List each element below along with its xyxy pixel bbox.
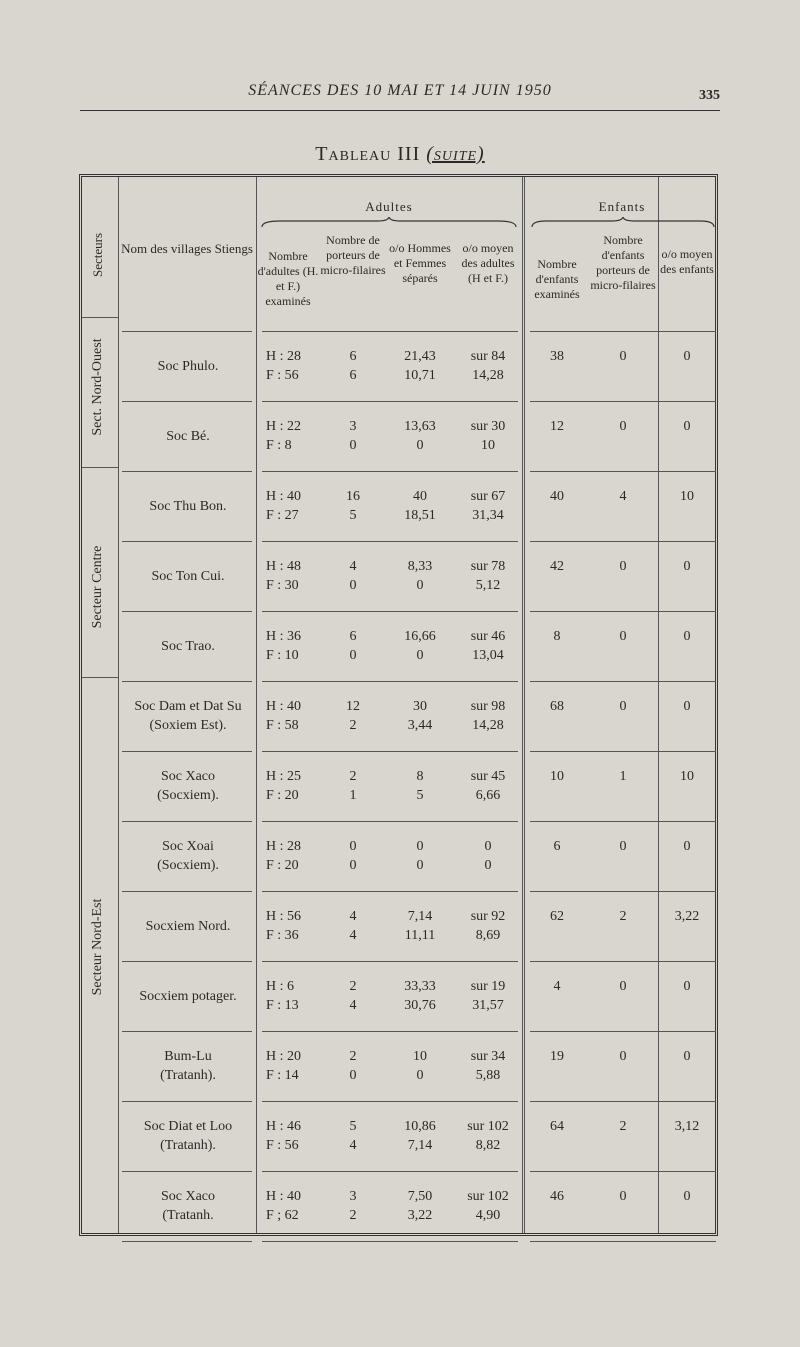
header-enfants: Enfants xyxy=(598,199,646,214)
row-separator xyxy=(262,821,518,822)
cell-porteurs-line: 5 xyxy=(349,508,357,523)
village-name xyxy=(120,567,256,586)
cell-port-enf: 2 xyxy=(619,909,627,924)
cell-adults-line: F : 30 xyxy=(266,578,299,593)
row-separator xyxy=(530,471,716,472)
village-name-line: Soc Diat et Loo xyxy=(143,1119,233,1134)
header-adultes: Adultes xyxy=(365,199,413,214)
cell-moyen xyxy=(454,697,522,735)
cell-pct-line: 30,76 xyxy=(404,998,436,1013)
cell-nb-enf: 8 xyxy=(553,629,561,644)
cell-adults xyxy=(266,977,318,1015)
header-pct-enfants: o/o moyen des enfants xyxy=(660,247,714,276)
row-separator xyxy=(530,1031,716,1032)
cell-adults xyxy=(266,1117,318,1155)
cell-moyen-line: sur 98 xyxy=(470,699,506,714)
cell-port-enf: 4 xyxy=(619,489,627,504)
cell-nb-enf: 64 xyxy=(550,1119,564,1134)
cell-porteurs-line: 0 xyxy=(349,648,357,663)
row-separator xyxy=(530,751,716,752)
village-name xyxy=(120,767,256,805)
cell-adults-line: H : 40 xyxy=(266,1189,301,1204)
cell-porteurs-line: 2 xyxy=(349,1208,357,1223)
village-name-line: Socxiem Nord. xyxy=(145,919,231,934)
cell-pct-enf: 0 xyxy=(683,1189,691,1204)
cell-porteurs-line: 0 xyxy=(349,438,357,453)
village-name xyxy=(120,697,256,735)
village-name xyxy=(120,917,256,936)
header-secteurs: Secteurs xyxy=(90,232,105,278)
cell-adults-line: F : 56 xyxy=(266,1138,299,1153)
cell-porteurs xyxy=(320,977,386,1015)
cell-porteurs-line: 2 xyxy=(349,1049,357,1064)
cell-adults-line: H : 28 xyxy=(266,839,301,854)
cell-nb-enf: 46 xyxy=(550,1189,564,1204)
sector-label: Sect. Nord-Ouest xyxy=(90,338,105,436)
cell-port-enf: 1 xyxy=(619,769,627,784)
cell-moyen-line: sur 30 xyxy=(470,419,506,434)
cell-pct-line: 10 xyxy=(413,1049,427,1064)
cell-moyen-line: sur 78 xyxy=(470,559,506,574)
cell-moyen-line: 14,28 xyxy=(472,368,504,383)
cell-adults xyxy=(266,627,318,665)
cell-moyen-line: 13,04 xyxy=(472,648,504,663)
cell-pct xyxy=(386,907,454,945)
cell-nb-enf: 42 xyxy=(550,559,564,574)
cell-adults-line: H : 56 xyxy=(266,909,301,924)
row-separator xyxy=(262,471,518,472)
cell-porteurs xyxy=(320,697,386,735)
cell-porteurs-line: 0 xyxy=(349,858,357,873)
cell-moyen xyxy=(454,487,522,525)
cell-moyen-line: sur 19 xyxy=(470,979,506,994)
cell-porteurs xyxy=(320,557,386,595)
cell-adults-line: F ; 62 xyxy=(266,1208,299,1223)
cell-pct-line: 21,43 xyxy=(404,349,436,364)
cell-adults-line: F : 56 xyxy=(266,368,299,383)
sector-divider xyxy=(82,677,118,678)
row-separator xyxy=(530,821,716,822)
cell-pct-line: 0 xyxy=(416,578,424,593)
cell-adults xyxy=(266,837,318,875)
village-name xyxy=(120,427,256,446)
cell-pct-enf: 0 xyxy=(683,419,691,434)
village-name-line: Socxiem potager. xyxy=(139,989,237,1004)
row-separator xyxy=(262,401,518,402)
running-title: SÉANCES DES 10 MAI ET 14 JUIN 1950 xyxy=(248,82,552,99)
cell-port-enf: 0 xyxy=(619,629,627,644)
row-separator xyxy=(530,681,716,682)
cell-moyen-line: 31,57 xyxy=(472,998,504,1013)
cell-pct-line: 7,50 xyxy=(407,1189,433,1204)
cell-pct xyxy=(386,1117,454,1155)
cell-adults-line: H : 22 xyxy=(266,419,301,434)
header-pct-hf: o/o Hommes et Femmes séparés xyxy=(389,241,451,285)
village-name-line: (Socxiem). xyxy=(157,858,219,873)
cell-porteurs-line: 4 xyxy=(349,998,357,1013)
row-separator xyxy=(122,401,252,402)
cell-moyen-line: 8,69 xyxy=(475,928,501,943)
cell-adults-line: H : 25 xyxy=(266,769,301,784)
row-separator xyxy=(262,751,518,752)
row-separator xyxy=(262,1101,518,1102)
col-divider-double xyxy=(522,177,525,1233)
cell-porteurs-line: 6 xyxy=(349,349,357,364)
row-separator xyxy=(530,961,716,962)
row-separator xyxy=(262,1031,518,1032)
cell-moyen-line: 4,90 xyxy=(475,1208,501,1223)
cell-nb-enf: 19 xyxy=(550,1049,564,1064)
row-separator xyxy=(530,1171,716,1172)
header-pct-moyen-adultes: o/o moyen des adultes (H et F.) xyxy=(461,241,515,285)
cell-moyen-line: 0 xyxy=(484,858,492,873)
cell-pct-line: 0 xyxy=(416,858,424,873)
cell-moyen-line: sur 84 xyxy=(470,349,506,364)
cell-pct-line: 0 xyxy=(416,839,424,854)
row-separator xyxy=(530,1101,716,1102)
cell-nb-enf: 6 xyxy=(553,839,561,854)
row-separator xyxy=(122,821,252,822)
cell-pct xyxy=(386,627,454,665)
sector-label: Secteur Centre xyxy=(90,545,105,629)
row-separator xyxy=(122,891,252,892)
cell-port-enf: 0 xyxy=(619,699,627,714)
cell-port-enf: 0 xyxy=(619,419,627,434)
village-name-line: Soc Bé. xyxy=(166,429,210,444)
cell-pct-enf: 10 xyxy=(680,489,694,504)
cell-adults xyxy=(266,767,318,805)
row-separator xyxy=(122,1031,252,1032)
cell-adults-line: H : 20 xyxy=(266,1049,301,1064)
cell-porteurs xyxy=(320,767,386,805)
header-porteurs-enfants: Nombre d'enfants porteurs de micro-filaires xyxy=(590,233,656,292)
cell-moyen-line: sur 67 xyxy=(470,489,506,504)
cell-pct-line: 13,63 xyxy=(404,419,436,434)
cell-moyen-line: sur 46 xyxy=(470,629,506,644)
cell-port-enf: 2 xyxy=(619,1119,627,1134)
cell-adults-line: H : 28 xyxy=(266,349,301,364)
cell-porteurs-line: 4 xyxy=(349,1138,357,1153)
row-separator xyxy=(122,1241,252,1242)
cell-adults xyxy=(266,557,318,595)
cell-pct-line: 18,51 xyxy=(404,508,436,523)
village-name xyxy=(120,837,256,875)
cell-porteurs-line: 3 xyxy=(349,1189,357,1204)
cell-pct-enf: 0 xyxy=(683,979,691,994)
header-separator xyxy=(262,331,518,332)
row-separator xyxy=(122,681,252,682)
sector-label: Secteur Nord-Est xyxy=(90,898,105,996)
table-title-suite: (suite) xyxy=(426,143,485,165)
row-separator xyxy=(262,1241,518,1242)
cell-moyen xyxy=(454,417,522,455)
row-separator xyxy=(530,541,716,542)
cell-pct xyxy=(386,767,454,805)
cell-pct xyxy=(386,347,454,385)
row-separator xyxy=(262,961,518,962)
cell-moyen-line: sur 45 xyxy=(470,769,506,784)
village-name xyxy=(120,987,256,1006)
cell-pct-line: 8 xyxy=(416,769,424,784)
col-divider xyxy=(118,177,119,1233)
row-separator xyxy=(122,961,252,962)
cell-adults-line: F : 27 xyxy=(266,508,299,523)
cell-nb-enf: 40 xyxy=(550,489,564,504)
cell-porteurs-line: 4 xyxy=(349,909,357,924)
cell-adults-line: H : 48 xyxy=(266,559,301,574)
cell-adults xyxy=(266,697,318,735)
cell-nb-enf: 68 xyxy=(550,699,564,714)
cell-pct-line: 10,71 xyxy=(404,368,436,383)
cell-porteurs-line: 4 xyxy=(349,928,357,943)
row-separator xyxy=(122,611,252,612)
village-name xyxy=(120,497,256,516)
table-title xyxy=(0,143,800,166)
adultes-brace xyxy=(260,217,518,229)
table-title-main: Tableau III xyxy=(315,143,421,165)
cell-pct-line: 40 xyxy=(413,489,427,504)
row-separator xyxy=(122,541,252,542)
cell-adults-line: F : 20 xyxy=(266,788,299,803)
cell-porteurs xyxy=(320,627,386,665)
cell-pct xyxy=(386,417,454,455)
village-name xyxy=(120,1117,256,1155)
header-separator xyxy=(530,331,716,332)
cell-porteurs xyxy=(320,907,386,945)
cell-pct-enf: 0 xyxy=(683,839,691,854)
cell-nb-enf: 12 xyxy=(550,419,564,434)
cell-porteurs xyxy=(320,1187,386,1225)
cell-moyen xyxy=(454,837,522,875)
cell-pct-enf: 0 xyxy=(683,559,691,574)
village-name-line: (Socxiem). xyxy=(157,788,219,803)
cell-adults-line: F : 20 xyxy=(266,858,299,873)
village-name-line: Soc Xoai xyxy=(162,839,214,854)
cell-moyen xyxy=(454,627,522,665)
header-village: Nom des villages Stiengs xyxy=(121,241,253,256)
row-separator xyxy=(122,751,252,752)
cell-pct xyxy=(386,557,454,595)
cell-moyen xyxy=(454,977,522,1015)
cell-nb-enf: 4 xyxy=(553,979,561,994)
row-separator xyxy=(530,891,716,892)
cell-moyen xyxy=(454,1047,522,1085)
cell-port-enf: 0 xyxy=(619,349,627,364)
cell-adults-line: H : 40 xyxy=(266,489,301,504)
cell-adults xyxy=(266,347,318,385)
header-nb-enfants: Nombre d'enfants examinés xyxy=(534,257,580,301)
col-divider xyxy=(256,177,257,1233)
cell-pct-line: 0 xyxy=(416,438,424,453)
cell-adults-line: F : 58 xyxy=(266,718,299,733)
village-name-line: (Tratanh. xyxy=(162,1208,214,1223)
cell-moyen-line: 31,34 xyxy=(472,508,504,523)
cell-moyen xyxy=(454,557,522,595)
cell-moyen-line: 5,88 xyxy=(475,1068,501,1083)
cell-pct-enf: 3,22 xyxy=(674,909,700,924)
cell-moyen-line: 6,66 xyxy=(475,788,501,803)
cell-pct-enf: 0 xyxy=(683,1049,691,1064)
cell-pct xyxy=(386,487,454,525)
data-table xyxy=(79,174,718,1236)
cell-adults-line: H : 40 xyxy=(266,699,301,714)
sector-divider xyxy=(82,467,118,468)
cell-pct-enf: 0 xyxy=(683,629,691,644)
cell-adults xyxy=(266,487,318,525)
cell-pct-line: 16,66 xyxy=(404,629,436,644)
cell-adults-line: F : 8 xyxy=(266,438,292,453)
village-name-line: Bum-Lu xyxy=(164,1049,212,1064)
row-separator xyxy=(122,471,252,472)
cell-adults-line: F : 36 xyxy=(266,928,299,943)
cell-port-enf: 0 xyxy=(619,839,627,854)
cell-pct-line: 10,86 xyxy=(404,1119,436,1134)
cell-adults-line: H : 46 xyxy=(266,1119,301,1134)
cell-porteurs xyxy=(320,837,386,875)
header-nb-adultes: Nombre d'adultes (H. et F.) examinés xyxy=(257,249,319,308)
village-name-line: (Tratanh). xyxy=(160,1138,216,1153)
row-separator xyxy=(262,611,518,612)
cell-moyen-line: 14,28 xyxy=(472,718,504,733)
cell-porteurs-line: 6 xyxy=(349,368,357,383)
village-name-line: Soc Xaco xyxy=(160,1189,216,1204)
cell-adults xyxy=(266,907,318,945)
cell-porteurs-line: 0 xyxy=(349,1068,357,1083)
cell-port-enf: 0 xyxy=(619,1189,627,1204)
cell-pct xyxy=(386,697,454,735)
cell-adults-line: F : 13 xyxy=(266,998,299,1013)
cell-porteurs-line: 2 xyxy=(349,979,357,994)
cell-moyen-line: sur 102 xyxy=(467,1119,509,1134)
row-separator xyxy=(530,1241,716,1242)
village-name-line: Soc Ton Cui. xyxy=(151,569,225,584)
row-separator xyxy=(262,1171,518,1172)
cell-moyen xyxy=(454,1187,522,1225)
cell-moyen-line: sur 92 xyxy=(470,909,506,924)
cell-moyen xyxy=(454,1117,522,1155)
village-name-line: Soc Dam et Dat Su xyxy=(134,699,242,714)
cell-pct-enf: 3,12 xyxy=(674,1119,700,1134)
cell-pct xyxy=(386,837,454,875)
cell-pct-line: 7,14 xyxy=(407,909,433,924)
cell-porteurs xyxy=(320,1047,386,1085)
village-name xyxy=(120,1187,256,1225)
page-number: 335 xyxy=(699,88,720,103)
cell-moyen-line: 8,82 xyxy=(475,1138,501,1153)
village-name-line: (Tratanh). xyxy=(160,1068,216,1083)
cell-pct xyxy=(386,977,454,1015)
cell-porteurs-line: 0 xyxy=(349,578,357,593)
village-name xyxy=(120,637,256,656)
village-name xyxy=(120,1047,256,1085)
cell-porteurs-line: 16 xyxy=(346,489,360,504)
row-separator xyxy=(262,541,518,542)
cell-porteurs xyxy=(320,347,386,385)
row-separator xyxy=(262,681,518,682)
cell-porteurs xyxy=(320,487,386,525)
cell-porteurs-line: 2 xyxy=(349,718,357,733)
cell-porteurs-line: 6 xyxy=(349,629,357,644)
cell-nb-enf: 38 xyxy=(550,349,564,364)
cell-port-enf: 0 xyxy=(619,559,627,574)
cell-porteurs-line: 4 xyxy=(349,559,357,574)
cell-pct-line: 0 xyxy=(416,1068,424,1083)
cell-port-enf: 0 xyxy=(619,979,627,994)
cell-moyen xyxy=(454,907,522,945)
cell-adults xyxy=(266,1187,318,1225)
cell-adults xyxy=(266,417,318,455)
cell-moyen-line: 5,12 xyxy=(475,578,501,593)
cell-adults-line: H : 6 xyxy=(266,979,294,994)
village-name xyxy=(120,357,256,376)
cell-pct-line: 5 xyxy=(416,788,424,803)
cell-adults xyxy=(266,1047,318,1085)
cell-moyen-line: 10 xyxy=(481,438,495,453)
row-separator xyxy=(122,1171,252,1172)
cell-pct-enf: 0 xyxy=(683,349,691,364)
cell-pct-line: 33,33 xyxy=(404,979,436,994)
enfants-brace xyxy=(530,217,716,229)
village-name-line: Soc Phulo. xyxy=(157,359,219,374)
cell-nb-enf: 62 xyxy=(550,909,564,924)
cell-moyen-line: sur 102 xyxy=(467,1189,509,1204)
village-name-line: Soc Trao. xyxy=(161,639,215,654)
cell-pct-line: 8,33 xyxy=(407,559,433,574)
cell-porteurs-line: 0 xyxy=(349,839,357,854)
row-separator xyxy=(530,611,716,612)
cell-nb-enf: 10 xyxy=(550,769,564,784)
cell-adults-line: F : 14 xyxy=(266,1068,299,1083)
row-separator xyxy=(122,1101,252,1102)
cell-porteurs-line: 2 xyxy=(349,769,357,784)
cell-moyen-line: sur 34 xyxy=(470,1049,506,1064)
cell-pct-line: 7,14 xyxy=(407,1138,433,1153)
cell-pct-line: 11,11 xyxy=(404,928,436,943)
cell-adults-line: F : 10 xyxy=(266,648,299,663)
cell-moyen-line: 0 xyxy=(484,839,492,854)
village-name-line: Soc Xaco xyxy=(160,769,216,784)
header-separator xyxy=(122,331,252,332)
cell-pct-enf: 10 xyxy=(680,769,694,784)
cell-pct-line: 0 xyxy=(416,648,424,663)
cell-porteurs-line: 5 xyxy=(349,1119,357,1134)
village-name-line: (Soxiem Est). xyxy=(149,718,227,733)
cell-pct xyxy=(386,1047,454,1085)
cell-pct-line: 3,22 xyxy=(407,1208,433,1223)
cell-port-enf: 0 xyxy=(619,1049,627,1064)
cell-porteurs-line: 12 xyxy=(346,699,360,714)
cell-porteurs xyxy=(320,417,386,455)
cell-moyen xyxy=(454,767,522,805)
header-porteurs-adultes: Nombre de porteurs de micro-filaires xyxy=(320,233,386,277)
cell-pct-line: 3,44 xyxy=(407,718,433,733)
cell-porteurs-line: 3 xyxy=(349,419,357,434)
cell-pct-enf: 0 xyxy=(683,699,691,714)
cell-pct-line: 30 xyxy=(413,699,427,714)
cell-pct xyxy=(386,1187,454,1225)
cell-adults-line: H : 36 xyxy=(266,629,301,644)
row-separator xyxy=(262,891,518,892)
cell-porteurs-line: 1 xyxy=(349,788,357,803)
cell-moyen xyxy=(454,347,522,385)
cell-porteurs xyxy=(320,1117,386,1155)
header-rule xyxy=(80,110,720,111)
row-separator xyxy=(530,401,716,402)
village-name-line: Soc Thu Bon. xyxy=(149,499,227,514)
